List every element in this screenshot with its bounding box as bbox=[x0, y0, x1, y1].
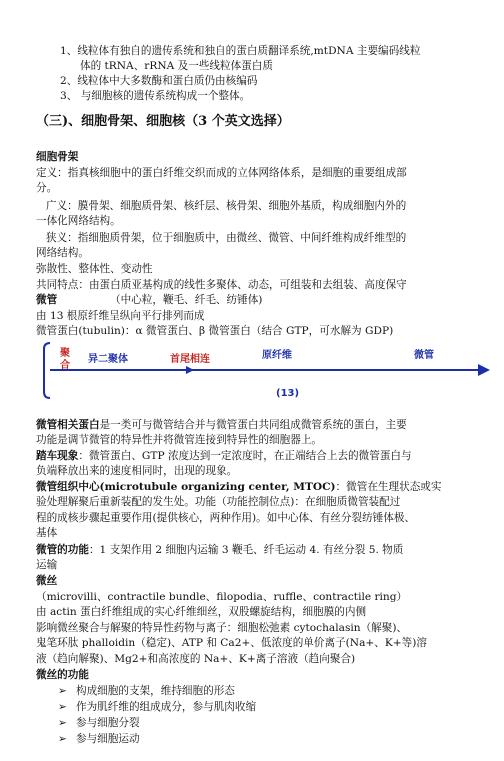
common-features-line: 共同特点：由蛋白质亚基构成的线性多聚体、动态，可组装和去组装、高度保守 bbox=[36, 279, 407, 291]
mt-function-line: 微管的功能：1 支架作用 2 细胞内运输 3 鞭毛、纤毛运动 4. 有丝分裂 5. 物质 bbox=[36, 544, 404, 556]
treadmill-line-cont: 负端释放出来的速度相同时，出现的现象。 bbox=[36, 465, 238, 477]
cytoskeleton-heading: 细胞骨架 bbox=[36, 151, 79, 163]
list-item-1: 1、线粒体有独自的遗传系统和独自的蛋白质翻译系统,mtDNA 主要编码线粒 bbox=[60, 45, 421, 57]
microfilament-drugs-line-3: 液（趋向解聚)、Mg2+和高浓度的 Na+、K+离子溶液（趋向聚合) bbox=[36, 653, 356, 665]
list-item: ➢ 参与细胞运动 bbox=[58, 733, 140, 745]
associated-protein-label: 微管相关蛋白 bbox=[36, 419, 100, 431]
mf-function-heading: 微丝的功能 bbox=[36, 669, 89, 681]
polymerization-label: 聚合 bbox=[60, 348, 70, 371]
microfilament-composition-line: 由 actin 蛋白纤维组成的实心纤维细丝，双股螺旋结构，细胞膜的内侧 bbox=[36, 606, 367, 618]
definition-line-cont: 分。 bbox=[36, 182, 58, 194]
arrow-bullet-icon: ➢ bbox=[58, 685, 67, 697]
arrow-bullet-icon: ➢ bbox=[58, 717, 67, 729]
stage-headtail-label: 首尾相连 bbox=[170, 354, 210, 365]
microfilament-drugs-line: 影响微丝聚合与解聚的特异性药物与离子：细胞松弛素 cytochalasin（解聚)、 bbox=[36, 622, 408, 634]
list-item-3: 3、 与细胞核的遗传系统构成一个整体。 bbox=[60, 90, 251, 102]
arrow-bullet-icon: ➢ bbox=[58, 701, 67, 713]
microtubule-heading: 微管 bbox=[36, 294, 58, 306]
stage-protofilament-label: 原纤维 bbox=[262, 350, 292, 361]
mtoc-label: 微管组织中心(microtubule organizing center, MTOC) bbox=[36, 481, 336, 493]
microfilament-heading: 微丝 bbox=[36, 575, 58, 587]
list-item: ➢ 作为肌纤维的组成成分，参与肌肉收缩 bbox=[58, 701, 257, 713]
treadmill-label: 踏车现象 bbox=[36, 450, 79, 462]
mtoc-line-2: 验处理解聚后重新装配的发生处。功能（功能控制位点)：在细胞质微管装配过 bbox=[36, 496, 401, 508]
diagram-bracket bbox=[44, 343, 50, 398]
narrow-sense-line-cont: 网络结构。 bbox=[36, 247, 89, 259]
section-title: （三)、细胞骨架、细胞核（3 个英文选择） bbox=[36, 114, 290, 129]
broad-sense-line: 广义：膜骨架、细胞质骨架、核纤层、核骨架、细胞外基质，构成细胞内外的 bbox=[46, 200, 407, 212]
properties-line: 弥散性、整体性、变动性 bbox=[36, 263, 153, 275]
list-item: ➢ 参与细胞分裂 bbox=[58, 717, 140, 729]
stage-microtubule-label: 微管 bbox=[414, 350, 434, 361]
protofilament-count: (13) bbox=[276, 388, 300, 399]
mt-function-label: 微管的功能 bbox=[36, 544, 89, 556]
associated-protein-line: 微管相关蛋白是一类可与微管结合并与微管蛋白共同组成微管系统的蛋白，主要 bbox=[36, 419, 407, 431]
mtoc-line: 微管组织中心(microtubule organizing center, MTOC)：微管在生理状态或实 bbox=[36, 481, 442, 493]
narrow-sense-line: 狭义：指细胞质骨架，位于细胞质中，由微丝、微管、中间纤维构成纤维型的 bbox=[46, 232, 407, 244]
list-item-2: 2、线粒体中大多数酶和蛋白质仍由核编码 bbox=[60, 75, 258, 87]
arrow-bullet-icon: ➢ bbox=[58, 733, 67, 745]
mtoc-line-3: 程的成核步骤起重要作用(提供核心，两种作用)。如中心体、有丝分裂纺锤体极、 bbox=[36, 512, 416, 524]
stage-dimer-label: 异二聚体 bbox=[88, 354, 128, 365]
mt-function-line-cont: 运输 bbox=[36, 559, 58, 571]
microfilament-drugs-line-2: 鬼笔环肽 phalloidin（稳定)、ATP 和 Ca2+、低浓度的单价离子(Na+、K+等)溶 bbox=[36, 637, 427, 649]
treadmill-line: 踏车现象：微管蛋白、GTP 浓度达到一定浓度时，在正端结合上去的微管蛋白与 bbox=[36, 450, 412, 462]
microfilament-structures-line: （microvilli、contractile bundle、filopodia、ruffle、contractile ring） bbox=[36, 591, 408, 603]
list-item: ➢ 构成细胞的支架，维持细胞的形态 bbox=[58, 685, 235, 697]
list-item-1-cont: 体的 tRNA、rRNA 及一些线粒体蛋白质 bbox=[80, 60, 273, 72]
microtubule-heading-note: （中心粒，鞭毛、纤毛、纺锤体) bbox=[110, 294, 263, 306]
tubulin-line: 微管蛋白(tubulin)：α 微管蛋白、β 微管蛋白（结合 GTP，可水解为 GDP) bbox=[36, 325, 394, 337]
mtoc-line-4: 基体 bbox=[36, 527, 58, 539]
microtubule-structure-line: 由 13 根原纤维呈纵向平行排列而成 bbox=[36, 310, 205, 322]
arrow-right-icon bbox=[186, 366, 194, 374]
broad-sense-line-cont: 一体化网络结构。 bbox=[36, 215, 121, 227]
arrow-right-icon bbox=[478, 364, 490, 376]
definition-line: 定义：指真核细胞中的蛋白纤维交织而成的立体网络体系，是细胞的重要组成部 bbox=[36, 167, 407, 179]
associated-protein-line-cont: 功能是调节微管的特异性并将微管连接到特异性的细胞器上。 bbox=[36, 434, 323, 446]
